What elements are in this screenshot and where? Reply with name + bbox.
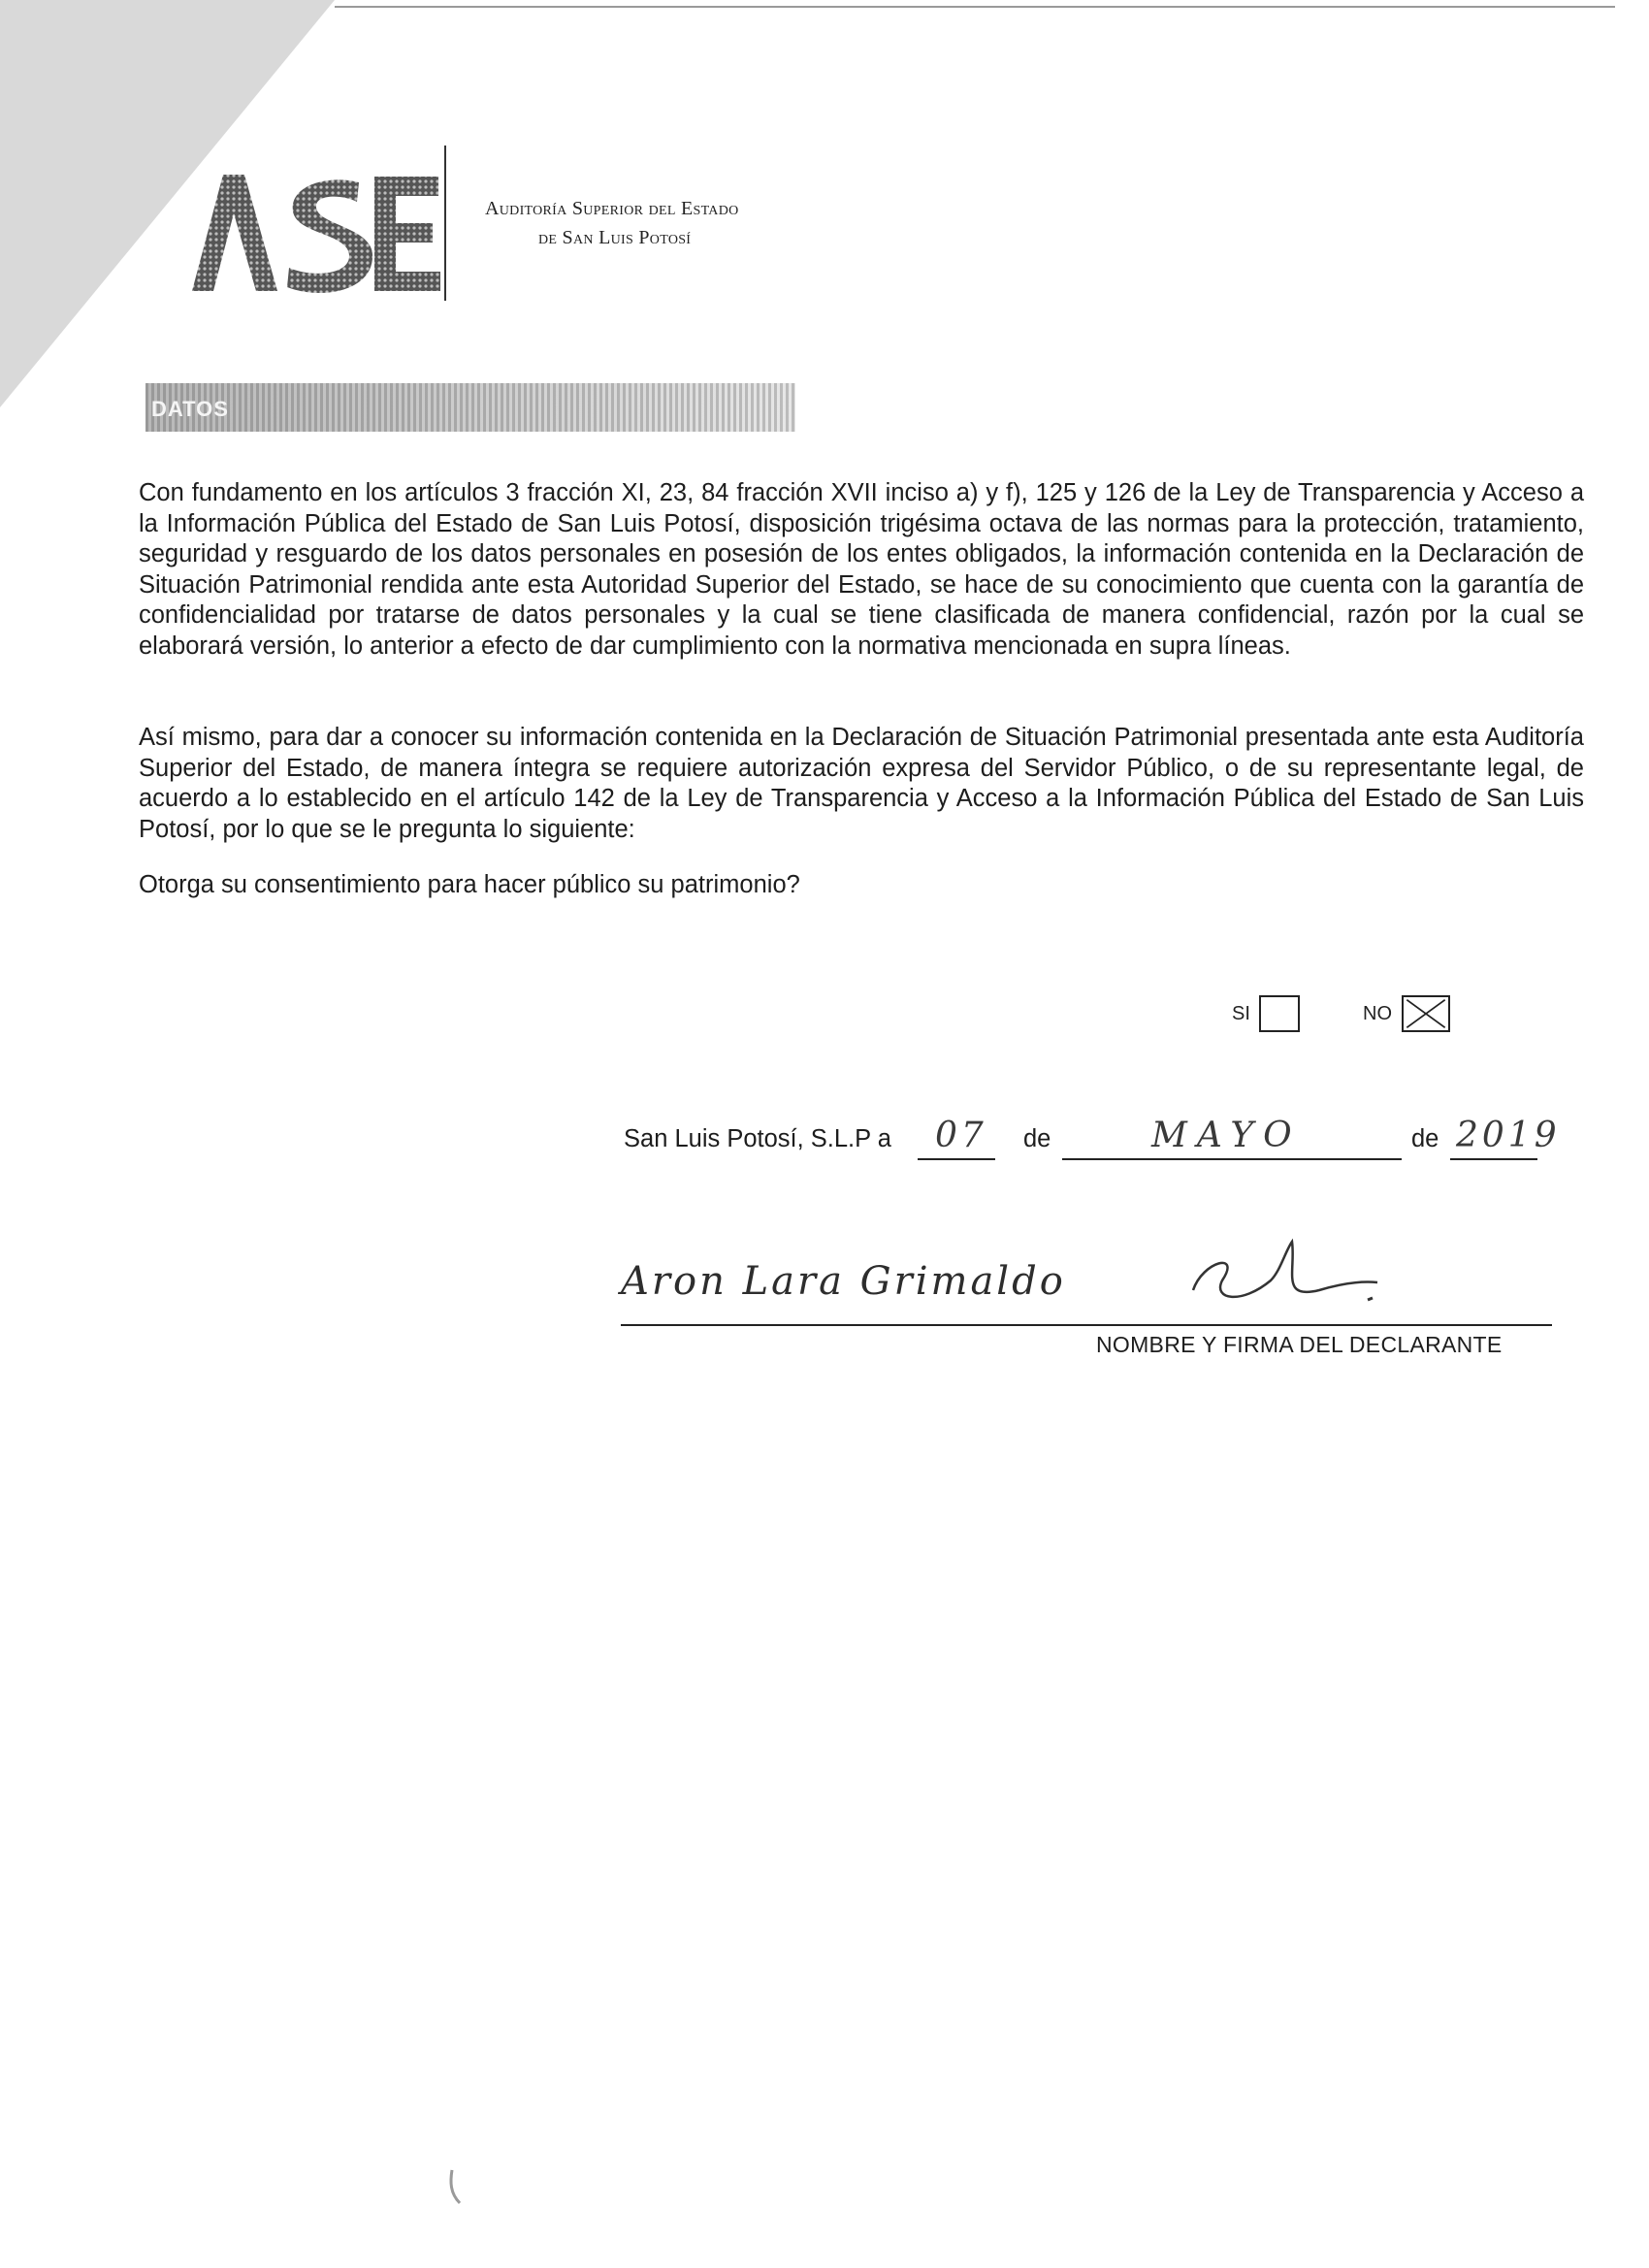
org-line-1: Auditoría Superior del Estado	[485, 198, 739, 219]
year-value: 2019	[1456, 1116, 1561, 1155]
signature-scribble-icon	[601, 1213, 1571, 1339]
month-value: MAYO	[1151, 1116, 1302, 1155]
date-line	[624, 1116, 1594, 1174]
consent-question: Otorga su consentimiento para hacer público su patrimonio?	[139, 871, 800, 898]
signature-label: NOMBRE Y FIRMA DEL DECLARANTE	[1096, 1332, 1503, 1357]
day-field[interactable]	[918, 1116, 995, 1160]
handwritten-name: Aron Lara Grimaldo	[621, 1259, 1066, 1304]
redacted-heading	[146, 383, 795, 432]
org-line-2: de San Luis Potosí	[538, 227, 692, 248]
signature-block	[601, 1213, 1571, 1368]
date-prefix: San Luis Potosí, S.L.P a	[624, 1125, 891, 1152]
legal-paragraph-2: Así mismo, para dar a conocer su información contenida en la Declaración de Situación Patrimonial presentada ante esta Auditoría Superior del Estado, de manera íntegra se requiere autorización expresa del Servidor Público, o de su representante legal, de acuerdo a lo establecido en el artículo 142 de la Ley de Transparencia y Acceso a la Información Pública del Estado de San Luis Potosí, por lo que se le pregunta lo siguiente:	[139, 724, 1584, 843]
day-value: 07	[935, 1116, 987, 1155]
organization-name	[485, 194, 834, 252]
legal-paragraph-1: Con fundamento en los artículos 3 fracción XI, 23, 84 fracción XVII inciso a) y f), 125 y 126 de la Ley de Transparencia y Acceso a la Información Pública del Estado de San Luis Potosí, disposición trigésima octava de las normas para la protección, tratamiento, seguridad y resguardo de los datos personales en posesión de los entes obligados, la información contenida en la Declaración de Situación Patrimonial rendida ante esta Autoridad Superior del Estado, se hace de su conocimiento que cuenta con la garantía de confidencialidad por tratarse de datos personales y la cual se tiene clasificada de manera confidencial, razón por la cual se elaborará versión, lo anterior a efecto de dar cumplimiento con la normativa mencionada en supra líneas.	[139, 479, 1584, 660]
no-label: NO	[1363, 1003, 1392, 1024]
consent-options	[1232, 991, 1620, 1040]
year-field[interactable]	[1450, 1116, 1561, 1160]
ase-logo-icon	[184, 155, 446, 301]
x-mark-icon	[1404, 997, 1448, 1030]
scan-mark-icon	[446, 2168, 466, 2207]
ase-logo	[184, 155, 446, 301]
month-field[interactable]	[1062, 1116, 1402, 1160]
date-de-1: de	[1023, 1125, 1051, 1152]
signature-line	[621, 1324, 1552, 1326]
date-de-2: de	[1411, 1125, 1439, 1152]
si-label: SI	[1232, 1003, 1250, 1024]
redacted-heading-text: DATOS	[151, 397, 229, 421]
logo-divider	[444, 146, 446, 301]
scan-edge	[335, 6, 1615, 8]
no-checkbox[interactable]	[1402, 995, 1450, 1032]
si-checkbox[interactable]	[1259, 995, 1300, 1032]
